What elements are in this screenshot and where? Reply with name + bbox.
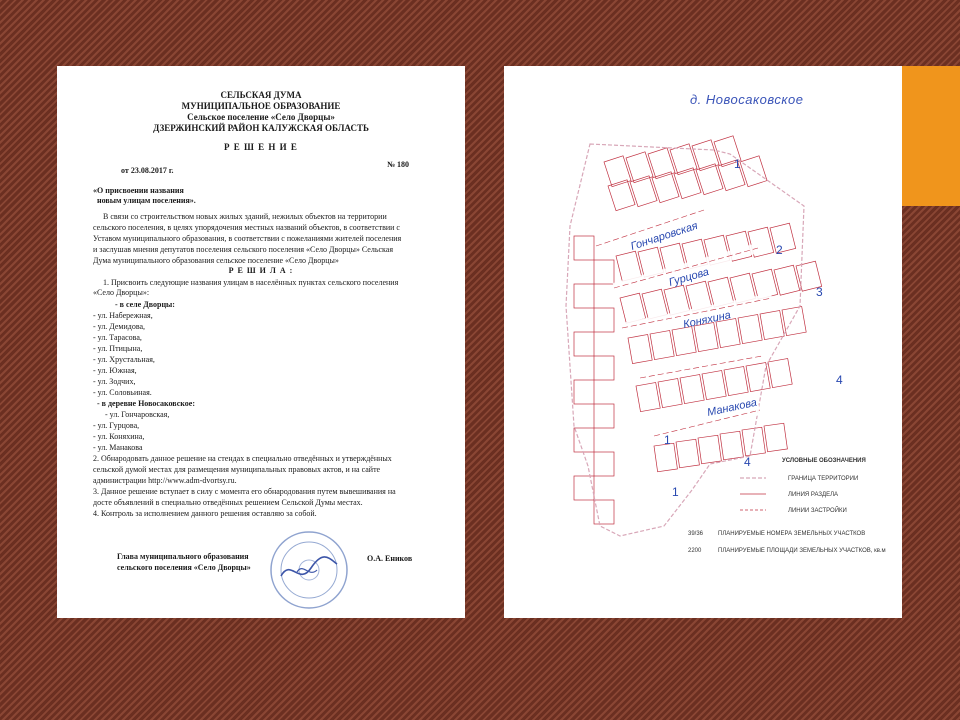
preamble-line-2: сельского поселения, в целях упорядочения местных названий объектов, в соответствии с — [93, 223, 400, 232]
land-plot — [774, 265, 800, 295]
legend-code-area: 2200 — [688, 548, 702, 554]
closing-line-3: администрации http://www.adm-dvortsy.ru. — [93, 476, 237, 485]
header-line-2: МУНИЦИПАЛЬНОЕ ОБРАЗОВАНИЕ — [181, 101, 341, 111]
village-street-4: - ул. Птицына, — [93, 344, 143, 353]
land-plot — [720, 431, 743, 460]
hamlet-street-3: - ул. Коняхина, — [93, 432, 145, 441]
land-plot — [770, 223, 796, 253]
land-plot — [574, 236, 594, 260]
land-plot — [746, 363, 770, 392]
hamlet-street-4: - ул. Манакова — [93, 443, 143, 452]
hamlet-street-2: - ул. Гурцова, — [93, 421, 140, 430]
street-label-konyakhina: Коняхина — [682, 309, 732, 331]
village-street-1: - ул. Набережная, — [93, 311, 153, 320]
legend-code-number-label: ПЛАНИРУЕМЫЕ НОМЕРА ЗЕМЕЛЬНЫХ УЧАСТКОВ — [718, 531, 866, 537]
land-plot — [768, 359, 792, 388]
accent-tab — [898, 66, 960, 206]
street-number-label: 1 — [664, 433, 671, 447]
point1-line-2: «Село Дворцы»: — [93, 288, 150, 297]
land-plot — [594, 356, 614, 380]
land-plot — [594, 260, 614, 284]
decision-date: от 23.08.2017 г. — [121, 166, 174, 175]
land-plot — [594, 308, 614, 332]
land-plot — [742, 427, 765, 456]
land-plot — [764, 423, 787, 452]
decision-title: Р Е Ш Е Н И Е — [224, 142, 298, 152]
land-plot — [636, 383, 660, 412]
preamble-line-5: Дума муниципального образования сельское поселение «Село Дворцы» — [93, 256, 339, 265]
land-plot — [676, 439, 699, 468]
official-stamp-icon — [267, 528, 351, 612]
land-plot — [654, 443, 677, 472]
closing-line-2: сельской думой местах для размещения муниципальных правовых актов, и на сайте — [93, 465, 381, 474]
land-plot — [680, 375, 704, 404]
street-number-label: 3 — [816, 285, 823, 299]
closing-line-4: 3. Данное решение вступает в силу с момента его обнародования путем вывешивания на — [93, 487, 396, 496]
land-plot — [574, 428, 594, 452]
point1-line-1: 1. Присвоить следующие названия улицам в населённых пунктах сельского поселения — [103, 278, 399, 287]
legend-label-building: ЛИНИИ ЗАСТРОЙКИ — [788, 508, 847, 514]
land-plot — [628, 335, 652, 364]
land-plot — [724, 367, 748, 396]
village-street-8: - ул. Соловьиная. — [93, 388, 152, 397]
land-plot — [574, 284, 594, 308]
land-plot — [620, 293, 646, 323]
preamble-line-1: В связи со строительством новых жилых зданий, нежилых объектов на территории — [103, 212, 387, 221]
land-plot — [594, 404, 614, 428]
village-street-5: - ул. Хрустальная, — [93, 355, 155, 364]
preamble-line-3: Уставом муниципального образования, в соответствии с пожеланиями жителей поселения — [93, 234, 402, 243]
legend-title: УСЛОВНЫЕ ОБОЗНАЧЕНИЯ — [782, 458, 866, 464]
land-plot — [702, 371, 726, 400]
village-street-3: - ул. Тарасова, — [93, 333, 142, 342]
land-plot — [594, 452, 614, 476]
land-plot — [760, 311, 784, 340]
header-line-4: ДЗЕРЖИНСКИЙ РАЙОН КАЛУЖСКАЯ ОБЛАСТЬ — [153, 123, 369, 133]
legend-code-number: 39/36 — [688, 531, 704, 537]
legend-code-area-label: ПЛАНИРУЕМЫЕ ПЛОЩАДИ ЗЕМЕЛЬНЫХ УЧАСТКОВ, кв.м — [718, 548, 886, 554]
subject-line-2: новым улицам поселения». — [97, 196, 196, 205]
street-number-label: 1 — [734, 157, 741, 171]
closing-line-5: досте объявлений в специально отведённых решением Сельской Думы местах. — [93, 498, 363, 507]
land-plot — [574, 332, 594, 356]
legend-label-division: ЛИНИЯ РАЗДЕЛА — [788, 492, 839, 498]
hamlet-heading: - в деревне Новосаковское: — [97, 399, 195, 408]
village-street-6: - ул. Южная, — [93, 366, 137, 375]
hamlet-street-1: - ул. Гончаровская, — [105, 410, 170, 419]
street-number-label: 4 — [836, 373, 843, 387]
site-plan-page — [504, 66, 902, 618]
map-title: д. Новосаковское — [690, 92, 804, 107]
decision-document-page — [57, 66, 465, 618]
legend-swatches — [736, 474, 796, 524]
street-number-label: 1 — [672, 485, 679, 499]
closing-line-6: 4. Контроль за исполнением данного решения оставляю за собой. — [93, 509, 317, 518]
land-plot — [738, 315, 762, 344]
closing-line-1: 2. Обнародовать данное решение на стендах в специально отведённых и утверждённых — [93, 454, 392, 463]
village-street-7: - ул. Зодчих, — [93, 377, 136, 386]
land-plot — [574, 380, 594, 404]
street-label-gurtsova: Гурцова — [667, 266, 711, 289]
signature-label-1: Глава муниципального образования — [117, 552, 249, 561]
decision-number: № 180 — [387, 160, 410, 169]
land-plot — [658, 379, 682, 408]
street-label-manakova: Манакова — [706, 396, 759, 419]
land-plot — [574, 476, 594, 500]
street-label-goncharovskaya: Гончаровская — [629, 219, 700, 253]
street-number-label: 4 — [744, 455, 751, 469]
resolved-heading: Р Е Ш И Л А : — [228, 266, 294, 275]
village-heading: - в селе Дворцы: — [115, 300, 175, 309]
legend-label-boundary: ГРАНИЦА ТЕРРИТОРИИ — [788, 476, 859, 482]
preamble-line-4: и заслушав мнения депутатов поселения сельского поселения «Село Дворцы» Сельская — [93, 245, 394, 254]
street-number-label: 2 — [776, 243, 783, 257]
signatory-name: О.А. Еников — [367, 554, 413, 563]
subject-line-1: «О присвоении названия — [93, 186, 184, 195]
header-line-3: Сельское поселение «Село Дворцы» — [187, 112, 335, 122]
header-line-1: СЕЛЬСКАЯ ДУМА — [220, 90, 302, 100]
land-plot — [650, 331, 674, 360]
signature-label-2: сельского поселения «Село Дворцы» — [117, 563, 251, 572]
land-plot — [698, 435, 721, 464]
village-street-2: - ул. Демидова, — [93, 322, 146, 331]
